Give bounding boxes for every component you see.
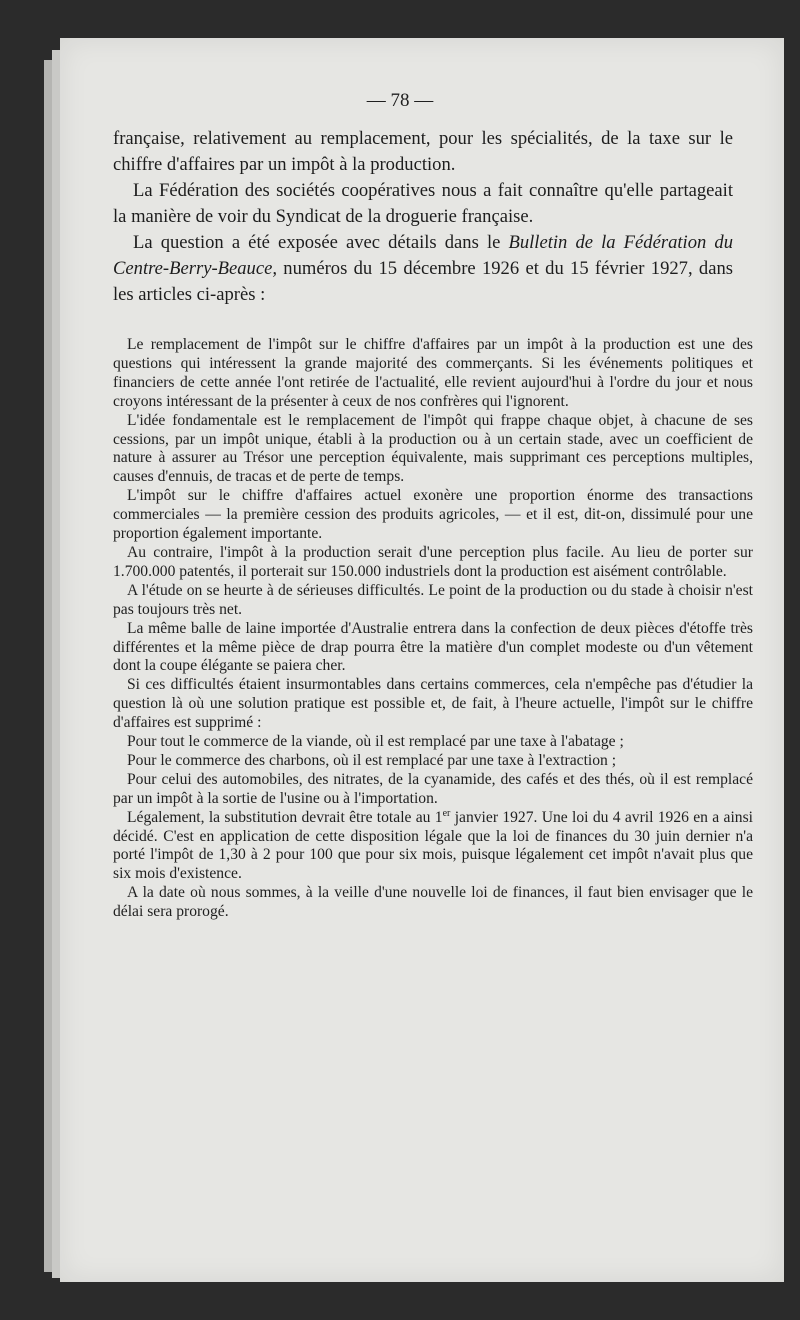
article-paragraph-legal	[113, 809, 753, 885]
article-paragraph: Pour tout le commerce de la viande, où il est remplacé par une taxe à l'abatage ;	[127, 733, 624, 751]
article-paragraph: L'impôt sur le chiffre d'affaires actuel exonère une proportion énorme des transactions commerciales — la première cession des produits agricoles, — et il est, dit-on, dissimulé pour une proportion également importante.	[113, 487, 753, 543]
intro-text	[113, 126, 733, 308]
article-paragraph: Si ces difficultés étaient insurmontables dans certains commerces, cela n'empêche pas d'étudier la question là où une solution pratique est possible et, de fait, à l'heure actuelle, l'impôt sur le chiffre d'affaires est supprimé :	[113, 676, 753, 732]
page-number: — 78 —	[366, 90, 434, 111]
article-paragraph-last: A la date où nous sommes, à la veille d'une nouvelle loi de finances, il faut bien envisager que le délai sera prorogé.	[113, 884, 753, 921]
bulletin-title: Bulletin de la Fédération du Centre-Berry-Beauce,	[113, 232, 733, 279]
article-paragraph: A l'étude on se heurte à de sérieuses difficultés. Le point de la production ou du stade à choisir n'est pas toujours très net.	[113, 581, 753, 618]
article-paragraph: Le remplacement de l'impôt sur le chiffre d'affaires par un impôt à la production est une des questions qui intéressent la grande majorité des commerçants. Si les événements politiques et financiers de cette année l'ont retirée de l'actualité, elle revient aujourd'hui à l'ordre du jour et nous croyons intéressant de la présenter à ceux de nos confrères qui l'ignorent.	[113, 336, 753, 410]
intro-paragraph-2: La Fédération des sociétés coopératives nous a fait connaître qu'elle partageait la manière de voir du Syndicat de la droguerie française.	[113, 180, 733, 227]
article-paragraph: Pour le commerce des charbons, où il est remplacé par une taxe à l'extraction ;	[127, 751, 617, 769]
article-paragraph: La même balle de laine importée d'Australie entrera dans la confection de deux pièces d'étoffe très différentes et la même pièce de drap pourra être la matière d'un complet modeste ou d'un vêtement dont la coupe élégante se paiera cher.	[113, 619, 753, 675]
intro-p3-end: numéros du 15 décembre 1926 et du 15 février 1927, dans les articles ci-après :	[113, 258, 733, 305]
intro-paragraph-3	[113, 230, 733, 308]
intro-paragraph-1: française, relativement au remplacement, pour les spécialités, de la taxe sur le chiffre d'affaires par un impôt à la production.	[113, 128, 733, 175]
article-paragraph: Pour celui des automobiles, des nitrates, de la cyanamide, des cafés et des thés, où il est remplacé par un impôt à la sortie de l'usine ou à l'importation.	[113, 770, 753, 807]
article-paragraph: L'idée fondamentale est le remplacement de l'impôt qui frappe chaque objet, à chacune de ses cessions, par un impôt unique, établi à la production ou à un certain stade, avec un coefficient de nature à assurer au Trésor une perception équivalente, mais supprimant ces perceptions multiples, causes d'ennuis, de tracas et de perte de temps.	[113, 411, 753, 486]
ordinal-superscript: er	[442, 807, 451, 819]
legal-text-b: janvier 1927. Une loi du 4 avril 1926 en a ainsi décidé. C'est en application de cette disposition légale que la loi de finances du 30 juin dernier n'a porté l'impôt de 1,30 à 2 pour 100 que pour six mois, puisque légalement cet impôt n'avait plus que six mois d'existence.	[113, 808, 753, 883]
quoted-article	[113, 336, 753, 922]
intro-p3-start: La question a été exposée avec détails dans le	[133, 232, 501, 253]
article-paragraph: Au contraire, l'impôt à la production serait d'une perception plus facile. Au lieu de porter sur 1.700.000 patentés, il porterait sur 150.000 industriels dont la production est aisément contrôlable.	[113, 543, 753, 580]
legal-text-a: Légalement, la substitution devrait être totale au 1	[127, 808, 443, 826]
